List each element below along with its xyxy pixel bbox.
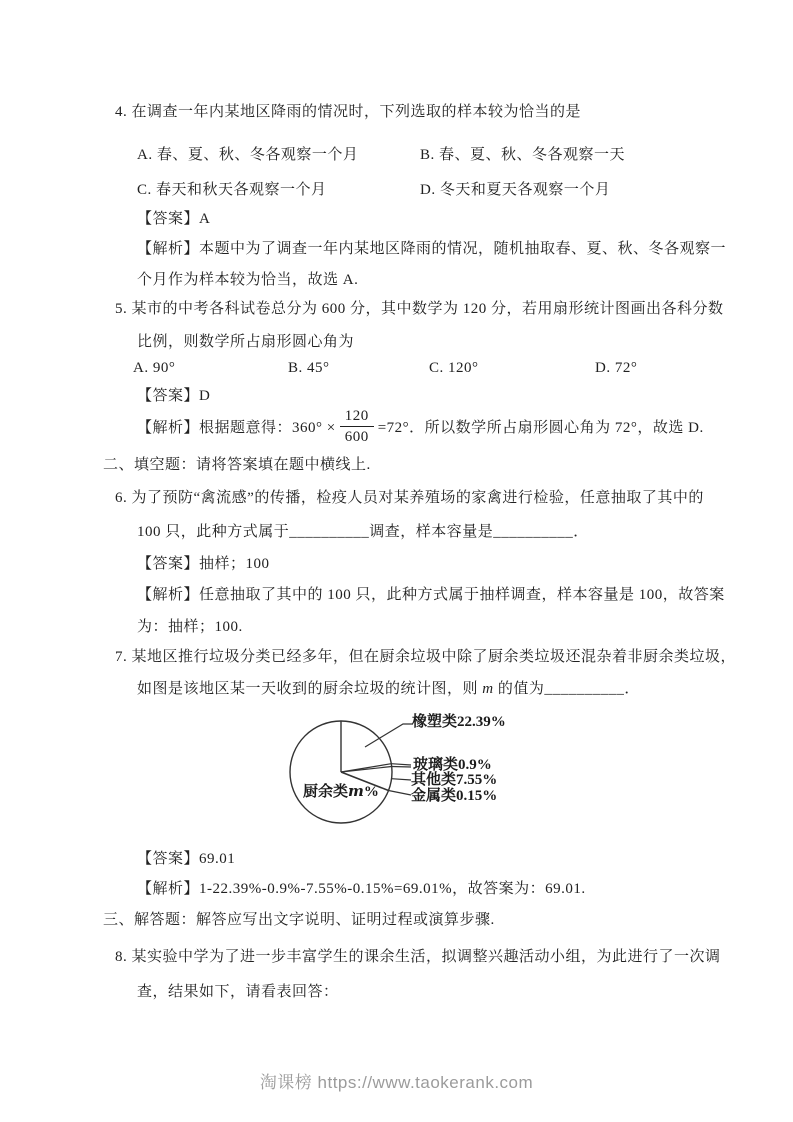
q6-analysis-line1: 【解析】任意抽取了其中的 100 只，此种方式属于抽样调查，样本容量是 100，故答案 <box>137 587 725 603</box>
q8-stem-line1: 8. 某实验中学为了进一步丰富学生的课余生活，拟调整兴趣活动小组，为此进行了一次调 <box>115 949 721 965</box>
q4-option-c: C. 春天和秋天各观察一个月 <box>137 182 327 198</box>
q6-stem-line2: 100 只，此种方式属于__________调查，样本容量是__________． <box>137 524 589 540</box>
q4-answer: 【答案】A <box>137 211 211 227</box>
q5-analysis <box>137 402 704 450</box>
q7-stem-line2-pre: 如图是该地区某一天收到的厨余垃圾的统计图，则 <box>137 681 483 697</box>
q7-analysis: 【解析】1-22.39%-0.9%-7.55%-0.15%=69.01%，故答案为：69.01. <box>137 881 586 897</box>
q5-answer: 【答案】D <box>137 388 211 404</box>
section-fill-in-heading: 二、填空题：请将答案填在题中横线上. <box>103 457 371 473</box>
fraction-120-600 <box>340 407 374 446</box>
q6-analysis-line2: 为：抽样；100. <box>137 619 243 635</box>
q4-option-d: D. 冬天和夏天各观察一个月 <box>420 182 611 198</box>
q4-analysis-line1: 【解析】本题中为了调查一年内某地区降雨的情况，随机抽取春、夏、秋、冬各观察一 <box>137 241 727 257</box>
leader-line-boli-upper <box>391 764 411 765</box>
fraction-numerator: 120 <box>340 407 374 427</box>
q5-option-a: A. 90° <box>133 360 176 376</box>
pie-label-chuyu <box>303 783 379 801</box>
q7-stem-line2-var-m: m <box>482 681 494 697</box>
q5-analysis-suffix: =72°．所以数学所占扇形圆心角为 72°，故选 D. <box>377 419 704 436</box>
q6-stem-line1: 6. 为了预防“禽流感”的传播，检疫人员对某养殖场的家禽进行检验，任意抽取了其中的 <box>115 490 704 506</box>
q5-option-b: B. 45° <box>288 360 330 376</box>
q8-stem-line2: 查，结果如下，请看表回答： <box>137 984 339 1000</box>
pie-label-qita: 其他类7.55% <box>411 772 498 788</box>
leader-line-boli-lower <box>392 767 411 768</box>
q5-analysis-prefix: 【解析】根据题意得：360° × <box>137 419 336 436</box>
q4-analysis-line2: 个月作为样本较为恰当，故选 A. <box>137 272 359 288</box>
pie-label-boli: 玻璃类0.9% <box>413 757 492 773</box>
pie-label-chuyu-percent: % <box>363 784 379 800</box>
pie-chart <box>270 702 550 842</box>
q4-stem: 4. 在调查一年内某地区降雨的情况时，下列选取的样本较为恰当的是 <box>115 104 582 120</box>
section-solve-heading: 三、解答题：解答应写出文字说明、证明过程或演算步骤. <box>103 912 495 928</box>
q6-answer: 【答案】抽样；100 <box>137 556 270 572</box>
q4-option-b: B. 春、夏、秋、冬各观察一天 <box>420 147 626 163</box>
pie-label-xiangsu: 橡塑类22.39% <box>412 714 506 730</box>
footer-watermark: 淘课榜 https://www.taokerank.com <box>259 1073 534 1092</box>
q5-option-d: D. 72° <box>595 360 638 376</box>
leader-line-xiangsu <box>365 724 413 747</box>
leader-line-jinshu <box>389 791 412 796</box>
q4-option-a: A. 春、夏、秋、冬各观察一个月 <box>137 147 359 163</box>
q7-stem-line2 <box>137 680 640 698</box>
q7-stem-line2-post: 的值为__________． <box>493 681 640 697</box>
pie-label-jinshu: 金属类0.15% <box>411 788 498 804</box>
q5-stem-line1: 5. 某市的中考各科试卷总分为 600 分，其中数学为 120 分，若用扇形统计图画出各科分数 <box>115 301 724 317</box>
q7-stem-line1: 7. 某地区推行垃圾分类已经多年，但在厨余垃圾中除了厨余类垃圾还混杂着非厨余类垃圾， <box>115 649 737 665</box>
q5-stem-line2: 比例，则数学所占扇形圆心角为 <box>137 334 355 350</box>
pie-label-chuyu-text: 厨余类 <box>303 784 349 800</box>
pie-label-chuyu-var-m: m <box>348 782 364 800</box>
leader-line-qita <box>392 779 411 780</box>
q5-option-c: C. 120° <box>429 360 479 376</box>
q7-answer: 【答案】69.01 <box>137 851 236 867</box>
fraction-denominator: 600 <box>344 428 369 445</box>
